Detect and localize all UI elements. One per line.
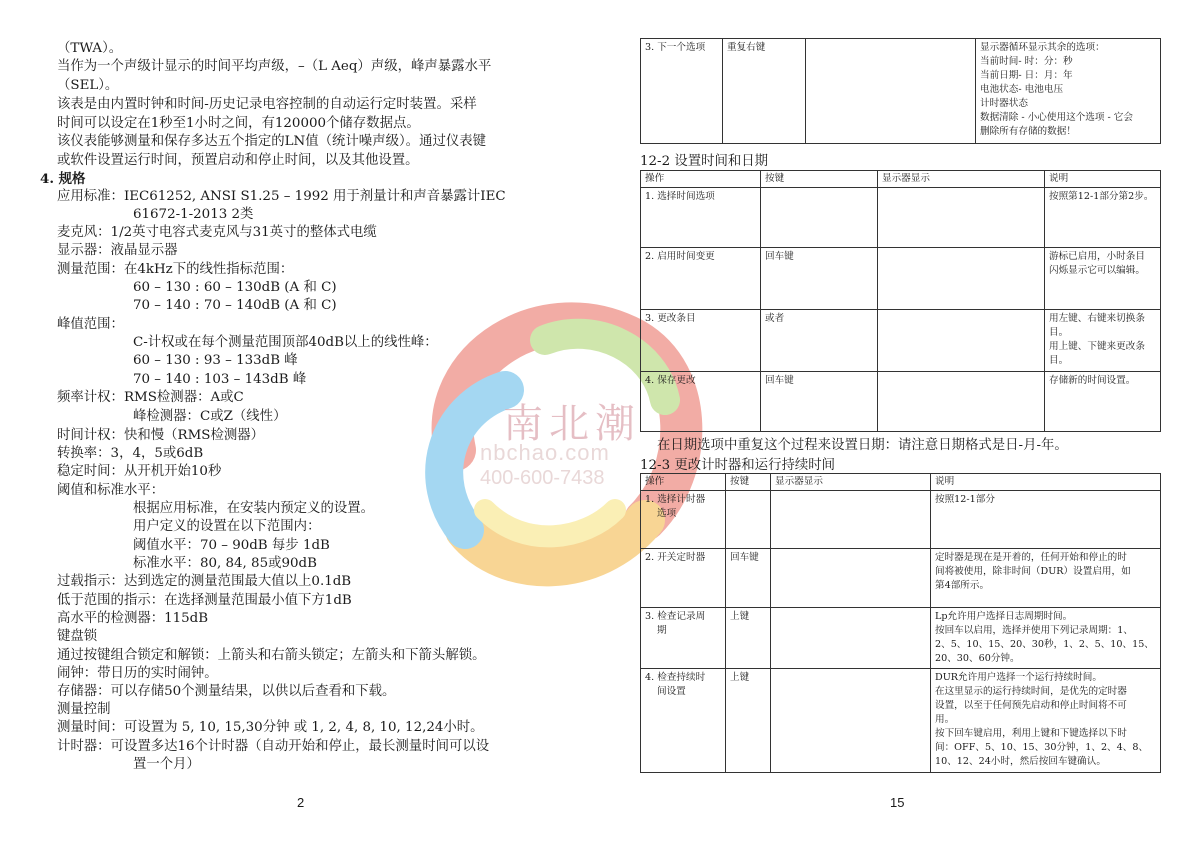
table-row (641, 608, 1161, 669)
date-note: 在日期选项中重复这个过程来设置日期：请注意日期格式是日-月-年。 (657, 438, 1068, 453)
cell-text: 当前时间- 时：分：秒 (980, 56, 1073, 67)
text-line: 过载指示：达到选定的测量范围最大值以上0.1dB (57, 574, 352, 589)
text-line: 置一个月） (133, 757, 200, 772)
section-heading: 4. 规格 (40, 171, 86, 187)
cell-text: 电池状态- 电池电压 (980, 84, 1064, 95)
cell-text: 目。 (1049, 355, 1069, 366)
table-cell (761, 188, 878, 248)
table-cell (931, 608, 1161, 669)
cell-text: 期 (657, 625, 667, 636)
table-cell (1045, 248, 1161, 310)
table-cell: 或者 (761, 310, 878, 372)
table-cell: 上键 (726, 608, 771, 669)
table-cell (931, 491, 1161, 549)
text-line: 70 – 140 : 103 – 143dB 峰 (133, 372, 307, 387)
text-line: 通过按键组合锁定和解锁：上箭头和右箭头锁定；左箭头和下箭头解锁。 (57, 648, 486, 663)
cell-text: 按照第12-1部分第2步。 (1049, 191, 1154, 202)
text-line: 计时器：可设置多达16个计时器（自动开始和停止，最长测量时间可以设 (57, 739, 490, 754)
table-cell (878, 248, 1045, 310)
text-line: 标准水平：80, 84, 85或90dB (133, 556, 317, 571)
cell-text: 20、30、60分钟。 (935, 653, 1020, 664)
column-header: 按键 (761, 171, 878, 188)
cell-text: 2、5、10、15、20、30秒，1、2、5、10、15、 (935, 639, 1154, 650)
table-header-row (641, 474, 1161, 491)
cell-text: 按回车以启用，选择并使用下列记录周期：1、 (935, 625, 1133, 636)
table-row (641, 669, 1161, 773)
text-line: 该仪表能够测量和保存多达五个指定的LN值（统计噪声级）。通过仪表键 (57, 134, 487, 149)
cell-text: 用。 (935, 714, 955, 725)
cell-text: 数据清除 - 小心使用这个选项 - 它会 (980, 112, 1133, 123)
cell-text: 设置，以至于任何预先启动和停止时间将不可 (935, 700, 1127, 711)
cell-text: 用左键、右键来切换条 (1049, 313, 1145, 324)
column-header: 操作 (641, 171, 761, 188)
table-row (641, 310, 1161, 372)
options-table (640, 38, 1161, 144)
text-line: 60 – 130 : 60 – 130dB (A 和 C) (133, 280, 337, 295)
text-line: 测量范围：在4kHz下的线性指标范围： (57, 262, 294, 277)
table-cell (641, 549, 726, 608)
text-line: 或软件设置运行时间，预置启动和停止时间，以及其他设置。 (57, 153, 419, 168)
text-line: 稳定时间：从开机开始10秒 (57, 464, 222, 479)
cell-text: 1. 选择计时器 (645, 494, 706, 505)
text-line: 该表是由内置时钟和时间-历史记录电容控制的自动运行定时装置。采样 (57, 97, 477, 112)
cell-text: 显示器循环显示其余的选项： (980, 42, 1105, 53)
table-cell: 1. 选择时间选项 (641, 188, 761, 248)
text-line: 当作为一个声级计显示的时间平均声级，–（L Aeq）声级，峰声暴露水平 (57, 59, 492, 74)
text-line: 应用标准：IEC61252, ANSI S1.25 – 1992 用于剂量计和声音暴露计IEC (57, 189, 506, 204)
cell-text: 当前日期- 日：月：年 (980, 70, 1073, 81)
right-page (600, 0, 1200, 848)
column-header: 按键 (726, 474, 771, 491)
cell-text: 删除所有存储的数据！ (980, 126, 1076, 137)
table-cell (771, 669, 931, 773)
text-line: 转换率：3，4，5或6dB (57, 446, 204, 461)
cell-text: 定时器是现在是开着的，任何开始和停止的时 (935, 552, 1127, 563)
table-cell: 回车键 (761, 248, 878, 310)
timer-table (640, 473, 1161, 773)
table-cell (1045, 372, 1161, 432)
table-cell: 回车键 (726, 549, 771, 608)
set-time-table (640, 170, 1161, 432)
cell-text: Lp允许用户选择日志周期时间。 (935, 611, 1073, 622)
table-cell (771, 608, 931, 669)
watermark-brand: 南北潮 (503, 401, 641, 447)
cell-text: 存储新的时间设置。 (1049, 375, 1136, 386)
table-cell: 3. 下一个选项 (641, 39, 723, 144)
cell-text: 按照12-1部分 (935, 494, 995, 505)
table-cell: 4. 保存更改 (641, 372, 761, 432)
text-line: 峰检测器：C或Z（线性） (133, 409, 287, 424)
table-row (641, 491, 1161, 549)
table-cell (771, 549, 931, 608)
table-cell: 上键 (726, 669, 771, 773)
text-line: 根据应用标准，在安装内预定义的设置。 (133, 501, 375, 516)
text-line: 70 – 140 : 70 – 140dB (A 和 C) (133, 298, 337, 313)
cell-text: 目。 (1049, 327, 1069, 338)
cell-text: 2. 开关定时器 (645, 552, 706, 563)
table-cell (641, 669, 726, 773)
text-line: 用户定义的设置在以下范围内： (133, 519, 321, 534)
table-row (641, 39, 1161, 144)
table-cell: 3. 更改条目 (641, 310, 761, 372)
cell-text: 用上键、下键来更改条 (1049, 341, 1145, 352)
cell-text: 按下回车键启用，利用上键和下键选择以下时 (935, 728, 1127, 739)
cell-text: 间设置 (657, 686, 686, 697)
text-line: （TWA）。 (57, 41, 123, 56)
column-header: 显示器显示 (771, 474, 931, 491)
text-line: 60 – 130 : 93 – 133dB 峰 (133, 353, 298, 368)
text-line: 高水平的检测器：115dB (57, 611, 209, 626)
table-row (641, 549, 1161, 608)
cell-text: 间将被使用，除非时间（DUR）设置启用，如 (935, 566, 1131, 577)
cell-text: 计时器状态 (980, 98, 1028, 109)
cell-text: 第4部所示。 (935, 580, 990, 591)
text-line: 测量控制 (57, 702, 111, 717)
text-line: 时间计权：快和慢（RMS检测器） (57, 428, 265, 443)
cell-text: 10、12、24小时，然后按回车键确认。 (935, 756, 1106, 767)
column-header: 显示器显示 (878, 171, 1045, 188)
table-cell (806, 39, 976, 144)
table-row (641, 372, 1161, 432)
text-line: 阈值和标准水平： (57, 483, 165, 498)
watermark-domain: nbchao.com (480, 440, 610, 465)
cell-text: 游标已启用，小时条目 (1049, 251, 1145, 262)
table-cell (931, 669, 1161, 773)
table-cell (878, 372, 1045, 432)
section-title-12-3: 12-3 更改计时器和运行持续时间 (640, 458, 836, 473)
text-line: 测量时间：可设置为 5, 10, 15,30分钟 或 1, 2, 4, 8, 10, 12,24小时。 (57, 720, 484, 735)
cell-text: 在这里显示的运行持续时间，是优先的定时器 (935, 686, 1127, 697)
table-cell (878, 188, 1045, 248)
table-row (641, 248, 1161, 310)
section-title-12-2: 12-2 设置时间和日期 (640, 154, 769, 169)
text-line: 键盘锁 (57, 629, 98, 644)
text-line: （SEL）。 (57, 78, 119, 93)
cell-text: 3. 检查记录周 (645, 611, 706, 622)
table-cell (976, 39, 1161, 144)
table-cell: 2. 启用时间变更 (641, 248, 761, 310)
column-header: 说明 (931, 474, 1161, 491)
cell-text: 闪烁显示它可以编辑。 (1049, 265, 1145, 276)
text-line: 频率计权：RMS检测器：A或C (57, 390, 244, 405)
text-line: 61672-1-2013 2类 (133, 207, 254, 222)
text-line: 显示器：液晶显示器 (57, 243, 178, 258)
column-header: 说明 (1045, 171, 1161, 188)
cell-text: 4. 检查持续时 (645, 672, 706, 683)
table-cell (641, 608, 726, 669)
table-header-row (641, 171, 1161, 188)
cell-text: DUR允许用户选择一个运行持续时间。 (935, 672, 1102, 683)
cell-text: 选项 (657, 508, 677, 519)
table-cell (878, 310, 1045, 372)
cell-text: 间：OFF、5、10、15、30分钟，1、2、4、8、 (935, 742, 1149, 753)
text-line: C-计权或在每个测量范围顶部40dB以上的线性峰： (133, 335, 438, 350)
column-header: 操作 (641, 474, 726, 491)
text-line: 低于范围的指示：在选择测量范围最小值下方1dB (57, 593, 352, 608)
table-cell (771, 491, 931, 549)
table-row (641, 188, 1161, 248)
table-cell (1045, 310, 1161, 372)
text-line: 存储器：可以存储50个测量结果，以供以后查看和下载。 (57, 684, 396, 699)
table-cell (641, 491, 726, 549)
watermark-phone: 400-600-7438 (480, 467, 605, 489)
page-number: 15 (890, 795, 905, 810)
table-cell (726, 491, 771, 549)
table-cell: 重复右键 (723, 39, 806, 144)
table-cell (931, 549, 1161, 608)
text-line: 闹钟：带日历的实时闹钟。 (57, 666, 218, 681)
table-cell (1045, 188, 1161, 248)
page-number: 2 (297, 795, 305, 810)
text-line: 峰值范围： (57, 317, 124, 332)
text-line: 麦克风：1/2英寸电容式麦克风与31英寸的整体式电缆 (57, 225, 377, 240)
table-cell: 回车键 (761, 372, 878, 432)
text-line: 阈值水平：70 – 90dB 每步 1dB (133, 538, 330, 553)
text-line: 时间可以设定在1秒至1小时之间，有120000个储存数据点。 (57, 116, 420, 131)
